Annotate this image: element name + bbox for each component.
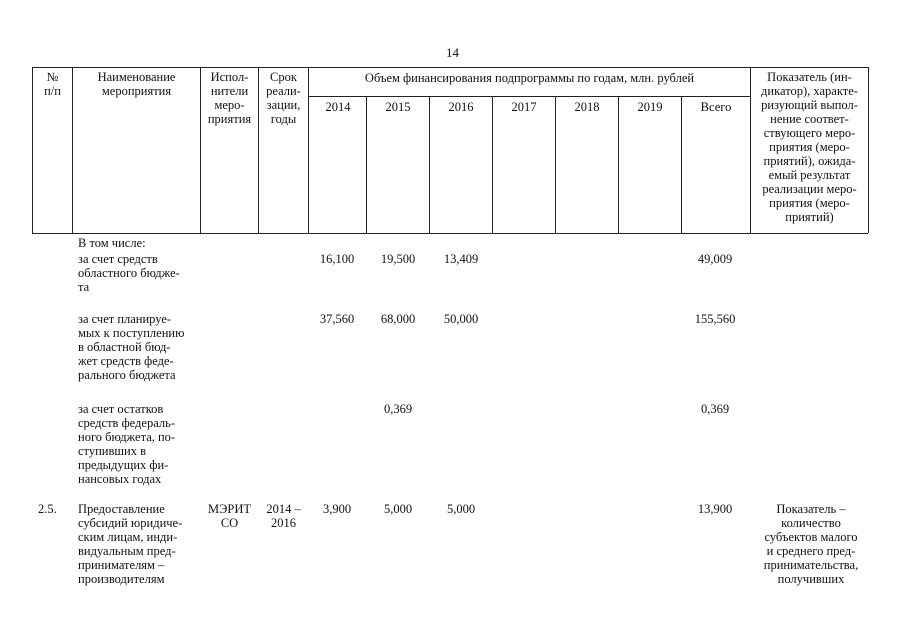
value-total: 155,560 xyxy=(694,312,736,326)
value-2016: 5,000 xyxy=(446,502,476,516)
col-divider xyxy=(429,96,430,233)
value-total: 0,369 xyxy=(700,402,730,416)
header-col-funding: Объем финансирования подпрограммы по годам, млн. рублей xyxy=(364,71,695,85)
value-total: 13,900 xyxy=(697,502,733,516)
value-2014: 16,100 xyxy=(319,252,355,266)
row-name: за счет остатков средств федераль- ного бюджета, по- ступивших в предыдущих фи- нансовых годах xyxy=(78,402,176,486)
header-bottom-border xyxy=(32,233,868,234)
col-divider xyxy=(366,96,367,233)
row-term: 2014 – 2016 xyxy=(266,502,301,530)
col-divider xyxy=(681,96,682,233)
header-year-2018: 2018 xyxy=(574,100,600,114)
value-2015: 0,369 xyxy=(383,402,413,416)
value-2015: 19,500 xyxy=(380,252,416,266)
col-divider xyxy=(868,67,869,233)
header-col-num: № п/п xyxy=(44,70,61,98)
value-2016: 50,000 xyxy=(443,312,479,326)
value-2014: 3,900 xyxy=(322,502,352,516)
page-number: 14 xyxy=(446,45,459,60)
header-year-2017: 2017 xyxy=(511,100,537,114)
value-total: 49,009 xyxy=(697,252,733,266)
row-number: 2.5. xyxy=(38,502,57,516)
header-col-executors: Испол- нители меро- приятия xyxy=(207,70,252,126)
header-top-border xyxy=(32,67,868,68)
row-indicator: Показатель – количество субъектов малого и среднего пред- принимательства, получивших xyxy=(763,502,859,586)
row-name: за счет планируе- мых к поступлению в областной бюд- жет средств феде- рального бюджета xyxy=(78,312,185,382)
value-2015: 5,000 xyxy=(383,502,413,516)
years-row-border xyxy=(308,96,750,97)
row-label-including: В том числе: xyxy=(78,236,146,250)
col-divider xyxy=(308,67,309,233)
header-year-total: Всего xyxy=(700,100,732,114)
header-col-name: Наименование мероприятия xyxy=(97,70,176,98)
row-executor: МЭРИТ СО xyxy=(208,502,251,530)
col-divider xyxy=(492,96,493,233)
value-2014: 37,560 xyxy=(319,312,355,326)
value-2015: 68,000 xyxy=(380,312,416,326)
header-col-term: Срок реали- зации, годы xyxy=(266,70,301,126)
col-divider xyxy=(618,96,619,233)
header-year-2019: 2019 xyxy=(637,100,663,114)
header-year-2016: 2016 xyxy=(448,100,474,114)
value-2016: 13,409 xyxy=(443,252,479,266)
col-divider xyxy=(555,96,556,233)
row-name: за счет средств областного бюдже- та xyxy=(78,252,180,294)
header-year-2015: 2015 xyxy=(385,100,411,114)
header-col-indicator: Показатель (ин- дикатор), характе- ризующий выпол- нение соответ- ствующего меро- приятия (меро- приятий), ожида- емый результат реализации меро- приятия (меро- приятий) xyxy=(761,70,858,224)
row-name: Предоставление субсидий юридиче- ским лицам, инди- видуальным пред- принимателям – производителям xyxy=(78,502,183,586)
header-year-2014: 2014 xyxy=(325,100,351,114)
